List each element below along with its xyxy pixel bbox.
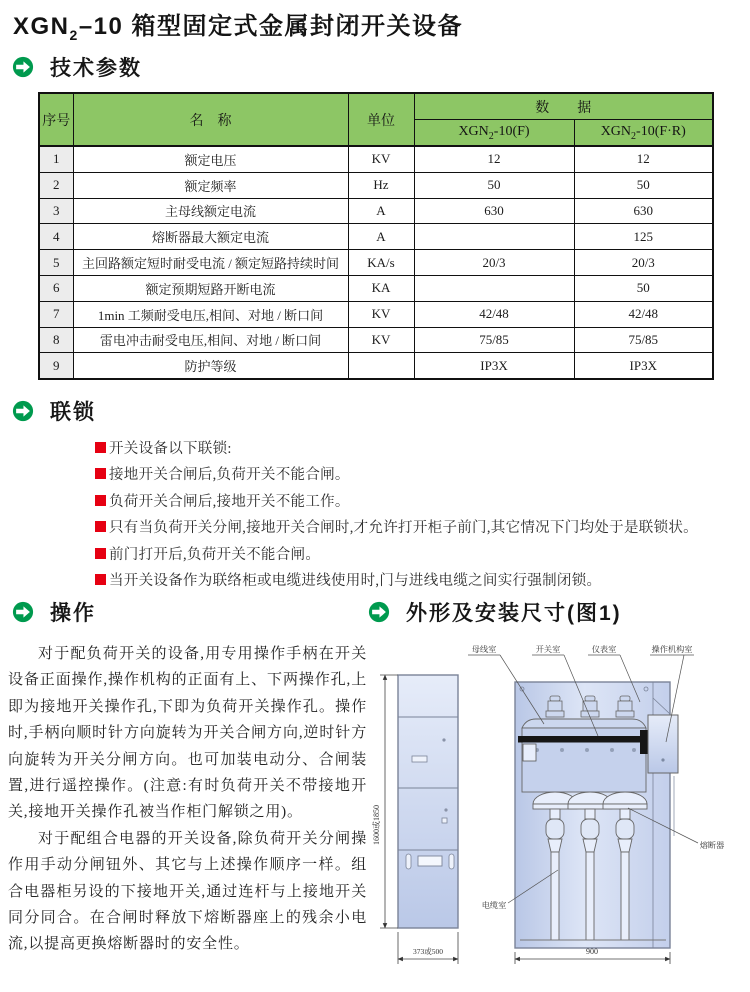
list-item xyxy=(95,461,725,488)
red-square-bullet xyxy=(95,574,106,585)
red-square-bullet xyxy=(95,548,106,559)
cell-param-name: 主回路额定短时耐受电流 / 额定短路持续时间 xyxy=(73,250,348,276)
cell-unit: A xyxy=(348,224,414,250)
green-arrow-icon xyxy=(12,601,34,623)
col-header-unit: 单位 xyxy=(348,93,414,146)
tech-params-table-wrap xyxy=(38,92,712,380)
cell-param-name: 额定电压 xyxy=(73,146,348,172)
bullet-text: 只有当负荷开关分闸,接地开关合闸时,才允许打开柜子前门,其它情况下门均处于是联锁状。 xyxy=(109,520,698,537)
list-item xyxy=(95,434,725,461)
section-title: 外形及安装尺寸(图1) xyxy=(406,602,622,625)
cell-param-name: 防护等级 xyxy=(73,353,348,379)
cell-param-name: 熔断器最大额定电流 xyxy=(73,224,348,250)
cell-value-f: 42/48 xyxy=(414,301,574,327)
table-row xyxy=(39,198,713,224)
cell-row-number: 5 xyxy=(39,250,73,276)
cell-unit xyxy=(348,353,414,379)
cell-row-number: 6 xyxy=(39,275,73,301)
cell-unit: KV xyxy=(348,327,414,353)
table-row xyxy=(39,250,713,276)
cell-unit: KA xyxy=(348,275,414,301)
table-row xyxy=(39,172,713,198)
section-interlock xyxy=(12,396,96,426)
table-row xyxy=(39,327,713,353)
cell-value-f: 75/85 xyxy=(414,327,574,353)
installation-diagram xyxy=(372,640,748,985)
red-square-bullet xyxy=(95,442,106,453)
cell-row-number: 4 xyxy=(39,224,73,250)
cell-row-number: 1 xyxy=(39,146,73,172)
section-title: 联锁 xyxy=(50,401,96,424)
col-header-name: 名 称 xyxy=(73,93,348,146)
col-header-model-fr: $XGN_2-10(F\cdot R)$ xyxy=(574,120,713,147)
bullet-text: 开关设备以下联锁: xyxy=(109,440,232,457)
section-operation xyxy=(12,597,96,627)
table-row xyxy=(39,146,713,172)
cell-value-fr: 50 xyxy=(574,275,713,301)
cell-row-number: 8 xyxy=(39,327,73,353)
list-item xyxy=(95,514,725,541)
figure-1 xyxy=(372,640,748,985)
cell-param-name: 1min 工频耐受电压,相间、对地 / 断口间 xyxy=(73,301,348,327)
cell-unit: Hz xyxy=(348,172,414,198)
section-tech-params xyxy=(12,52,142,82)
section-title: 技术参数 xyxy=(50,57,142,80)
cell-value-fr: 20/3 xyxy=(574,250,713,276)
cell-param-name: 主母线额定电流 xyxy=(73,198,348,224)
busbar xyxy=(518,736,650,743)
cell-value-f: 50 xyxy=(414,172,574,198)
red-square-bullet xyxy=(95,495,106,506)
cell-row-number: 3 xyxy=(39,198,73,224)
table-row xyxy=(39,353,713,379)
dim-width-label: 900 xyxy=(586,947,598,956)
col-header-data: 数 据 xyxy=(414,93,713,120)
label-busbar-room: 母线室 xyxy=(471,645,497,654)
paragraph: 对于配组合电器的开关设备,除负荷开关分闸操作用手动分闸钮外、其它与上述操作顺序一样。组合电器柜另设的下接地开关,通过连杆与上接地开关同分同合。在合闸时释放下熔断器座上的残余小电流,以提高更换熔断器时的安全性。 xyxy=(8,830,367,953)
cell-row-number: 7 xyxy=(39,301,73,327)
operation-paragraphs xyxy=(8,641,367,958)
green-arrow-icon xyxy=(12,56,34,78)
cell-value-fr: 75/85 xyxy=(574,327,713,353)
bullet-text: 当开关设备作为联络柜或电缆进线使用时,门与进线电缆之间实行强制闭锁。 xyxy=(109,573,602,590)
list-item xyxy=(95,487,725,514)
label-mechanism-room: 操作机构室 xyxy=(651,645,693,654)
cell-value-f: IP3X xyxy=(414,353,574,379)
col-header-no: 序号 xyxy=(39,93,73,146)
page-title-suffix: –10 箱型固定式金属封闭开关设备 xyxy=(78,13,464,40)
cell-unit: A xyxy=(348,198,414,224)
cell-value-f: 630 xyxy=(414,198,574,224)
green-arrow-icon xyxy=(12,400,34,422)
side-view-cabinet xyxy=(398,675,458,928)
red-square-bullet xyxy=(95,521,106,532)
section-figure xyxy=(368,597,622,627)
list-item xyxy=(95,567,725,594)
list-item xyxy=(95,540,725,567)
table-row xyxy=(39,301,713,327)
cell-param-name: 雷电冲击耐受电压,相间、对地 / 断口间 xyxy=(73,327,348,353)
switch-chamber xyxy=(518,719,650,792)
cell-param-name: 额定预期短路开断电流 xyxy=(73,275,348,301)
cell-value-fr: 12 xyxy=(574,146,713,172)
dim-height-label: 1600或1850 xyxy=(372,805,381,845)
page-title-prefix: XGN xyxy=(13,13,70,40)
tech-params-table xyxy=(38,92,714,380)
cell-param-name: 额定频率 xyxy=(73,172,348,198)
cell-unit: KA/s xyxy=(348,250,414,276)
label-fuse: 熔断器 xyxy=(699,841,725,850)
bullet-text: 负荷开关合闸后,接地开关不能工作。 xyxy=(109,493,350,510)
paragraph: 对于配负荷开关的设备,用专用操作手柄在开关设备正面操作,操作机构的正面有上、下两操作孔,上即为接地开关操作孔,下即为负荷开关操作孔。操作时,手柄向顺时针方向旋转为开关合闸方向,逆时针方向旋转为开关分闸方向。也可加装电动分、合闸装置,进行遥控操作。(注意:有时负荷开关不带接地开关,接地开关操作孔被当作柜门解锁之用)。 xyxy=(8,646,367,821)
label-switch-room: 开关室 xyxy=(535,645,561,654)
cell-value-f xyxy=(414,224,574,250)
section-title: 操作 xyxy=(50,602,96,625)
bullet-text: 接地开关合闸后,负荷开关不能合闸。 xyxy=(109,467,350,484)
page-title xyxy=(13,6,463,43)
cell-value-fr: 630 xyxy=(574,198,713,224)
cell-value-fr: 50 xyxy=(574,172,713,198)
table-row xyxy=(39,275,713,301)
cell-value-f: 12 xyxy=(414,146,574,172)
cell-value-f xyxy=(414,275,574,301)
busbar-bushings xyxy=(546,696,634,717)
cell-value-f: 20/3 xyxy=(414,250,574,276)
interlock-list xyxy=(95,434,725,593)
green-arrow-icon xyxy=(368,601,390,623)
label-cable-room: 电缆室 xyxy=(481,901,507,910)
red-square-bullet xyxy=(95,468,106,479)
dimension-height xyxy=(380,675,398,928)
dim-depth-label: 373或500 xyxy=(413,947,443,956)
cell-value-fr: 125 xyxy=(574,224,713,250)
cell-unit: KV xyxy=(348,146,414,172)
table-row xyxy=(39,224,713,250)
cell-row-number: 9 xyxy=(39,353,73,379)
cell-unit: KV xyxy=(348,301,414,327)
label-meter-room: 仪表室 xyxy=(591,645,617,654)
cell-row-number: 2 xyxy=(39,172,73,198)
cell-value-fr: 42/48 xyxy=(574,301,713,327)
bullet-text: 前门打开后,负荷开关不能合闸。 xyxy=(109,546,321,563)
cell-value-fr: IP3X xyxy=(574,353,713,379)
col-header-model-f: $XGN_2-10(F)$ xyxy=(414,120,574,147)
page-title-subscript: 2 xyxy=(69,26,79,43)
